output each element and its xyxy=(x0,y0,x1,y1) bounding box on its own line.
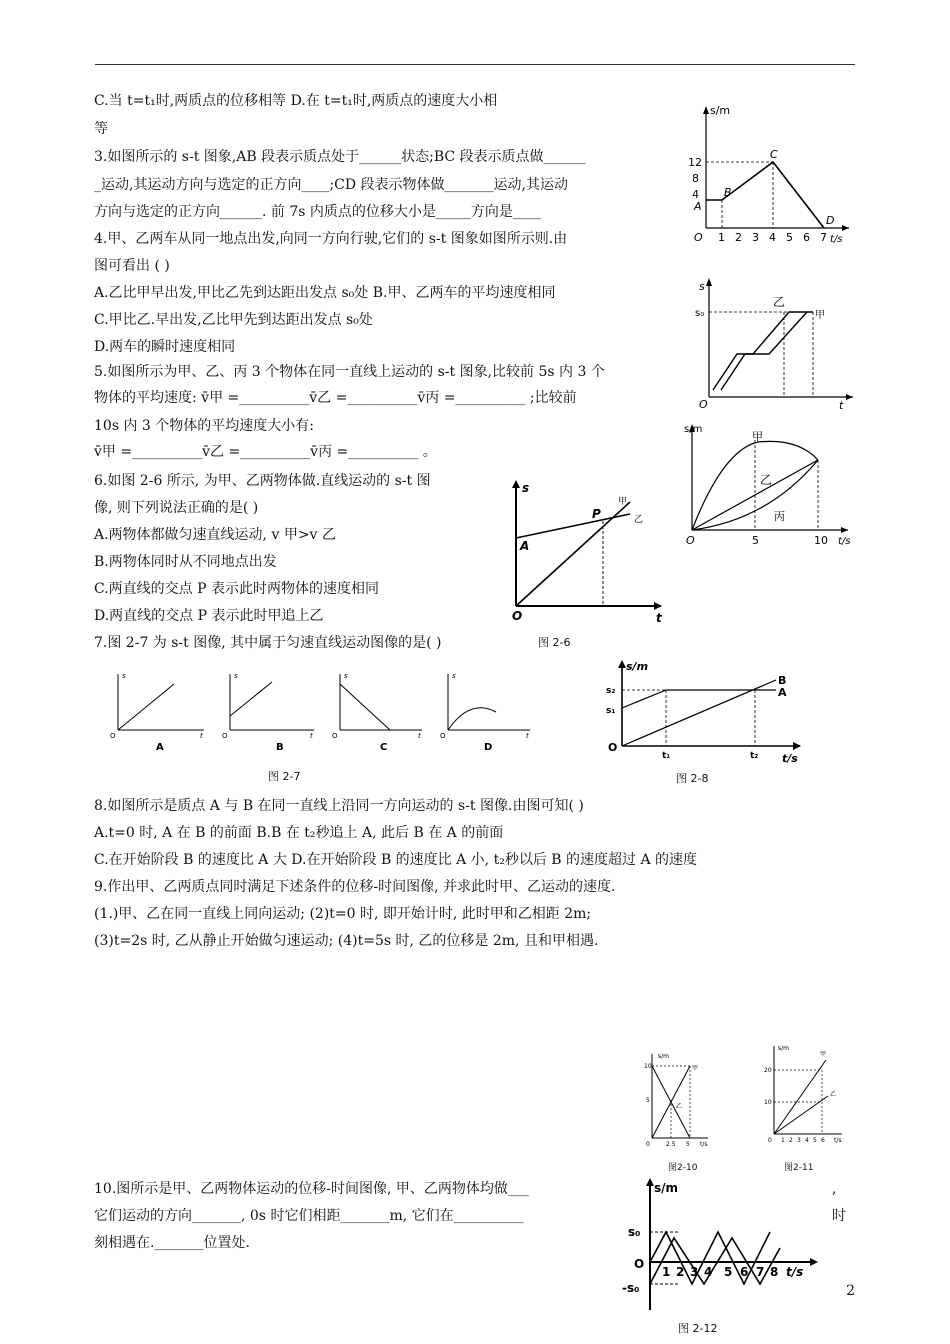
fig26-xlabel: t xyxy=(656,611,662,624)
fig212-xtick-1: 1 xyxy=(662,1265,671,1279)
q5-label-yi: 乙 xyxy=(760,473,773,487)
q4-s0: s₀ xyxy=(695,308,705,319)
fig28-s2: s₂ xyxy=(606,686,616,696)
figure-2-10-graph xyxy=(644,1050,714,1150)
q4-ylabel: s xyxy=(699,280,705,293)
text-line: 5.如图所示为甲、乙、丙 3 个物体在同一直线上运动的 s-t 图象,比较前 5s 内 3 个 xyxy=(94,364,605,380)
text-line: 8.如图所示是质点 A 与 B 在同一直线上沿同一方向运动的 s-t 图像.由图可知( ) xyxy=(94,798,584,814)
text-line: 4.甲、乙两车从同一地点出发,向同一方向行驶,它们的 s-t 图象如图所示则.由 xyxy=(94,231,568,247)
figure-2-11-graph xyxy=(764,1042,846,1146)
fig27b-origin: O xyxy=(222,732,228,740)
fig212-xtick-5: 5 xyxy=(724,1265,733,1279)
fig212-xtick-4: 4 xyxy=(704,1265,713,1279)
q3-point-d: D xyxy=(826,214,835,227)
fig210-xlabel: t/s xyxy=(700,1141,708,1148)
q3-point-b: B xyxy=(724,186,732,199)
fig28-s1: s₁ xyxy=(606,706,616,716)
fig210-label-jia: 甲 xyxy=(692,1065,699,1072)
fig212-caption: 图 2-12 xyxy=(678,1322,718,1335)
fig211-ytick-20: 20 xyxy=(764,1067,772,1074)
text-line: 它们运动的方向_______, 0s 时它们相距_______m, 它们在__________ xyxy=(94,1208,524,1224)
fig27-label-a: A xyxy=(156,742,164,753)
fig27b-s: s xyxy=(234,672,238,680)
text-line: B.两物体同时从不同地点出发 xyxy=(94,554,277,570)
fig211-xtick-3: 3 xyxy=(797,1137,801,1144)
text-line: 像, 则下列说法正确的是( ) xyxy=(94,500,259,516)
fig211-ylabel: s/m xyxy=(778,1045,789,1052)
text-line: 刻相遇在._______位置处. xyxy=(94,1235,250,1251)
fig211-caption: 图2-11 xyxy=(784,1163,814,1173)
text-line: D.两直线的交点 P 表示此时甲追上乙 xyxy=(94,608,324,624)
fig28-label-b: B xyxy=(778,674,787,687)
fig28-t1: t₁ xyxy=(662,751,671,761)
fig210-ytick-5: 5 xyxy=(646,1097,650,1104)
fig27-label-d: D xyxy=(484,742,493,753)
fig210-xtick-5: 5 xyxy=(686,1141,690,1148)
header-rule xyxy=(95,64,855,65)
q5-xtick-5: 5 xyxy=(752,534,759,547)
fig27a-s: s xyxy=(122,672,126,680)
fig28-xlabel: t/s xyxy=(782,752,798,765)
fig210-xtick-2-5: 2.5 xyxy=(666,1141,676,1148)
figure-2-7-graphs xyxy=(108,668,538,758)
q5-xlabel: t/s xyxy=(838,536,851,547)
fig212-neg-s0: -s₀ xyxy=(622,1281,640,1295)
q5-origin: O xyxy=(686,534,695,547)
fig211-origin: 0 xyxy=(768,1137,772,1144)
text-line: 10s 内 3 个物体的平均速度大小有: xyxy=(94,418,314,434)
fig211-ytick-10: 10 xyxy=(764,1099,772,1106)
q5-label-jia: 甲 xyxy=(752,430,763,443)
q3-xtick-6: 6 xyxy=(803,231,810,243)
fig27b-t: t xyxy=(310,732,313,740)
fig27-label-b: B xyxy=(276,742,284,753)
q3-ytick-4: 4 xyxy=(692,188,699,201)
fig26-caption: 图 2-6 xyxy=(538,636,571,649)
fig211-label-jia: 甲 xyxy=(820,1051,827,1058)
q3-point-c: C xyxy=(770,148,778,161)
figure-2-8-graph xyxy=(604,658,804,766)
fig212-xtick-6: 6 xyxy=(740,1265,749,1279)
fig210-label-yi: 乙 xyxy=(676,1103,683,1110)
text-line: C.两直线的交点 P 表示此时两物体的速度相同 xyxy=(94,581,379,597)
fig210-ytick-10: 10 xyxy=(644,1063,652,1070)
text-line: 9.作出甲、乙两质点同时满足下述条件的位移-时间图像, 并求此时甲、乙运动的速度. xyxy=(94,879,616,895)
fig211-xtick-1: 1 xyxy=(781,1137,785,1144)
page-number: 2 xyxy=(846,1283,855,1299)
q3-xtick-2: 2 xyxy=(735,231,742,243)
fig27d-origin: O xyxy=(440,732,446,740)
fig27c-s: s xyxy=(344,672,348,680)
fig26-label-jia: 甲 xyxy=(618,497,628,507)
text-line: 方向与选定的正方向______. 前 7s 内质点的位移大小是_____方向是____ xyxy=(94,204,541,220)
fig27-caption: 图 2-7 xyxy=(268,770,301,783)
fig212-s0: s₀ xyxy=(628,1225,641,1239)
fig28-origin: O xyxy=(608,741,618,754)
text-line: _运动,其运动方向与选定的正方向____;CD 段表示物体做_______运动,其运动 xyxy=(94,177,569,193)
fig27d-t: t xyxy=(526,732,529,740)
text-line: 3.如图所示的 s-t 图象,AB 段表示质点处于______状态;BC 段表示质点做______ xyxy=(94,149,586,165)
fig212-xtick-7: 7 xyxy=(756,1265,765,1279)
q3-xtick-4: 4 xyxy=(769,231,776,243)
fig211-xtick-6: 6 xyxy=(821,1137,825,1144)
figure-2-12-graph xyxy=(620,1176,820,1310)
text-line: D.两车的瞬时速度相同 xyxy=(94,339,236,355)
fig26-point-a: A xyxy=(520,539,530,553)
text-line: (3)t=2s 时, 乙从静止开始做匀速运动; (4)t=5s 时, 乙的位移是 2m, 且和甲相遇. xyxy=(94,933,599,949)
figure-2-6-graph xyxy=(506,474,666,624)
fig26-ylabel: s xyxy=(522,481,530,495)
q4-origin: O xyxy=(699,398,708,411)
text-line: 等 xyxy=(94,121,108,137)
fig212-xtick-8: 8 xyxy=(770,1265,779,1279)
figure-q4-st-graph xyxy=(693,272,858,412)
fig27c-t: t xyxy=(418,732,421,740)
q5-label-bing: 丙 xyxy=(774,510,785,523)
fig212-origin: O xyxy=(634,1257,645,1271)
text-line: 10.图所示是甲、乙两物体运动的位移-时间图像, 甲、乙两物体均做___ xyxy=(94,1181,529,1197)
fig212-ylabel: s/m xyxy=(654,1181,679,1195)
fig27-label-c: C xyxy=(380,742,388,753)
q5-ylabel: s/m xyxy=(684,424,703,435)
text-line: A.乙比甲早出发,甲比乙先到达距出发点 s₀处 B.甲、乙两车的平均速度相同 xyxy=(94,285,556,301)
fig27-graph-b xyxy=(222,672,314,753)
text-line: C.当 t=t₁时,两质点的位移相等 D.在 t=t₁时,两质点的速度大小相 xyxy=(94,93,498,109)
q3-ylabel: s/m xyxy=(710,104,731,117)
q3-point-a: A xyxy=(694,200,702,213)
text-line: v̄甲 =__________v̄乙 =__________v̄丙 =__________ 。 xyxy=(94,444,437,460)
q4-label-jia: 甲 xyxy=(815,310,825,321)
text-line: 图可看出 ( ) xyxy=(94,258,170,274)
q3-xlabel: t/s xyxy=(830,234,843,243)
fig211-xtick-2: 2 xyxy=(789,1137,793,1144)
q4-label-yi: 乙 xyxy=(773,295,786,309)
fig212-xlabel: t/s xyxy=(786,1265,804,1279)
text-line: C.甲比乙.早出发,乙比甲先到达距出发点 s₀处 xyxy=(94,312,373,328)
text-line: 时 xyxy=(832,1208,846,1224)
fig28-label-a: A xyxy=(778,686,787,699)
fig28-t2: t₂ xyxy=(750,751,759,761)
figure-q5-st-graph xyxy=(678,420,858,550)
fig27-graph-a xyxy=(110,672,204,753)
fig26-label-yi: 乙 xyxy=(634,515,644,525)
text-line: 6.如图 2-6 所示, 为甲、乙两物体做.直线运动的 s-t 图 xyxy=(94,473,431,489)
fig27a-origin: O xyxy=(110,732,116,740)
fig210-origin: 0 xyxy=(646,1141,650,1148)
fig210-ylabel: s/m xyxy=(658,1053,669,1060)
fig27-graph-c xyxy=(332,672,422,753)
fig211-xtick-5: 5 xyxy=(813,1137,817,1144)
q3-xtick-7: 7 xyxy=(820,231,827,243)
fig26-point-p: P xyxy=(592,507,601,521)
text-line: (1.)甲、乙在同一直线上同向运动; (2)t=0 时, 即开始计时, 此时甲和乙相距 2m; xyxy=(94,906,592,922)
fig212-xtick-2: 2 xyxy=(676,1265,685,1279)
q3-ytick-12: 12 xyxy=(688,156,702,169)
q3-xtick-3: 3 xyxy=(752,231,759,243)
q3-ytick-8: 8 xyxy=(692,172,699,185)
q5-xtick-10: 10 xyxy=(814,534,828,547)
fig211-label-yi: 乙 xyxy=(830,1091,837,1098)
text-line: A.t=0 时, A 在 B 的前面 B.B 在 t₂秒追上 A, 此后 B 在 A 的前面 xyxy=(94,825,504,841)
fig28-ylabel: s/m xyxy=(626,660,649,673)
fig212-xtick-3: 3 xyxy=(690,1265,699,1279)
text-line: , xyxy=(832,1181,837,1197)
fig27-graph-d xyxy=(440,672,530,753)
fig27a-t: t xyxy=(200,732,203,740)
q4-xlabel: t xyxy=(839,399,844,412)
q3-xtick-1: 1 xyxy=(718,231,725,243)
fig211-xlabel: t/s xyxy=(834,1137,842,1144)
fig28-caption: 图 2-8 xyxy=(676,772,709,785)
q3-xtick-5: 5 xyxy=(786,231,793,243)
fig27c-origin: O xyxy=(332,732,338,740)
fig27d-s: s xyxy=(452,672,456,680)
q3-origin: O xyxy=(694,231,703,243)
text-line: 7.图 2-7 为 s-t 图像, 其中属于匀速直线运动图像的是( ) xyxy=(94,635,442,651)
fig210-caption: 图2-10 xyxy=(668,1163,698,1173)
text-line: C.在开始阶段 B 的速度比 A 大 D.在开始阶段 B 的速度比 A 小, t₂秒以后 B 的速度超过 A 的速度 xyxy=(94,852,698,868)
text-line: 物体的平均速度: v̄甲 =__________v̄乙 =__________v̄丙 =__________ ;比较前 xyxy=(94,390,577,406)
text-line: A.两物体都做匀速直线运动, v 甲>v 乙 xyxy=(94,527,336,543)
fig211-xtick-4: 4 xyxy=(805,1137,809,1144)
figure-q3-st-graph xyxy=(684,98,854,243)
fig26-origin: O xyxy=(512,609,523,623)
